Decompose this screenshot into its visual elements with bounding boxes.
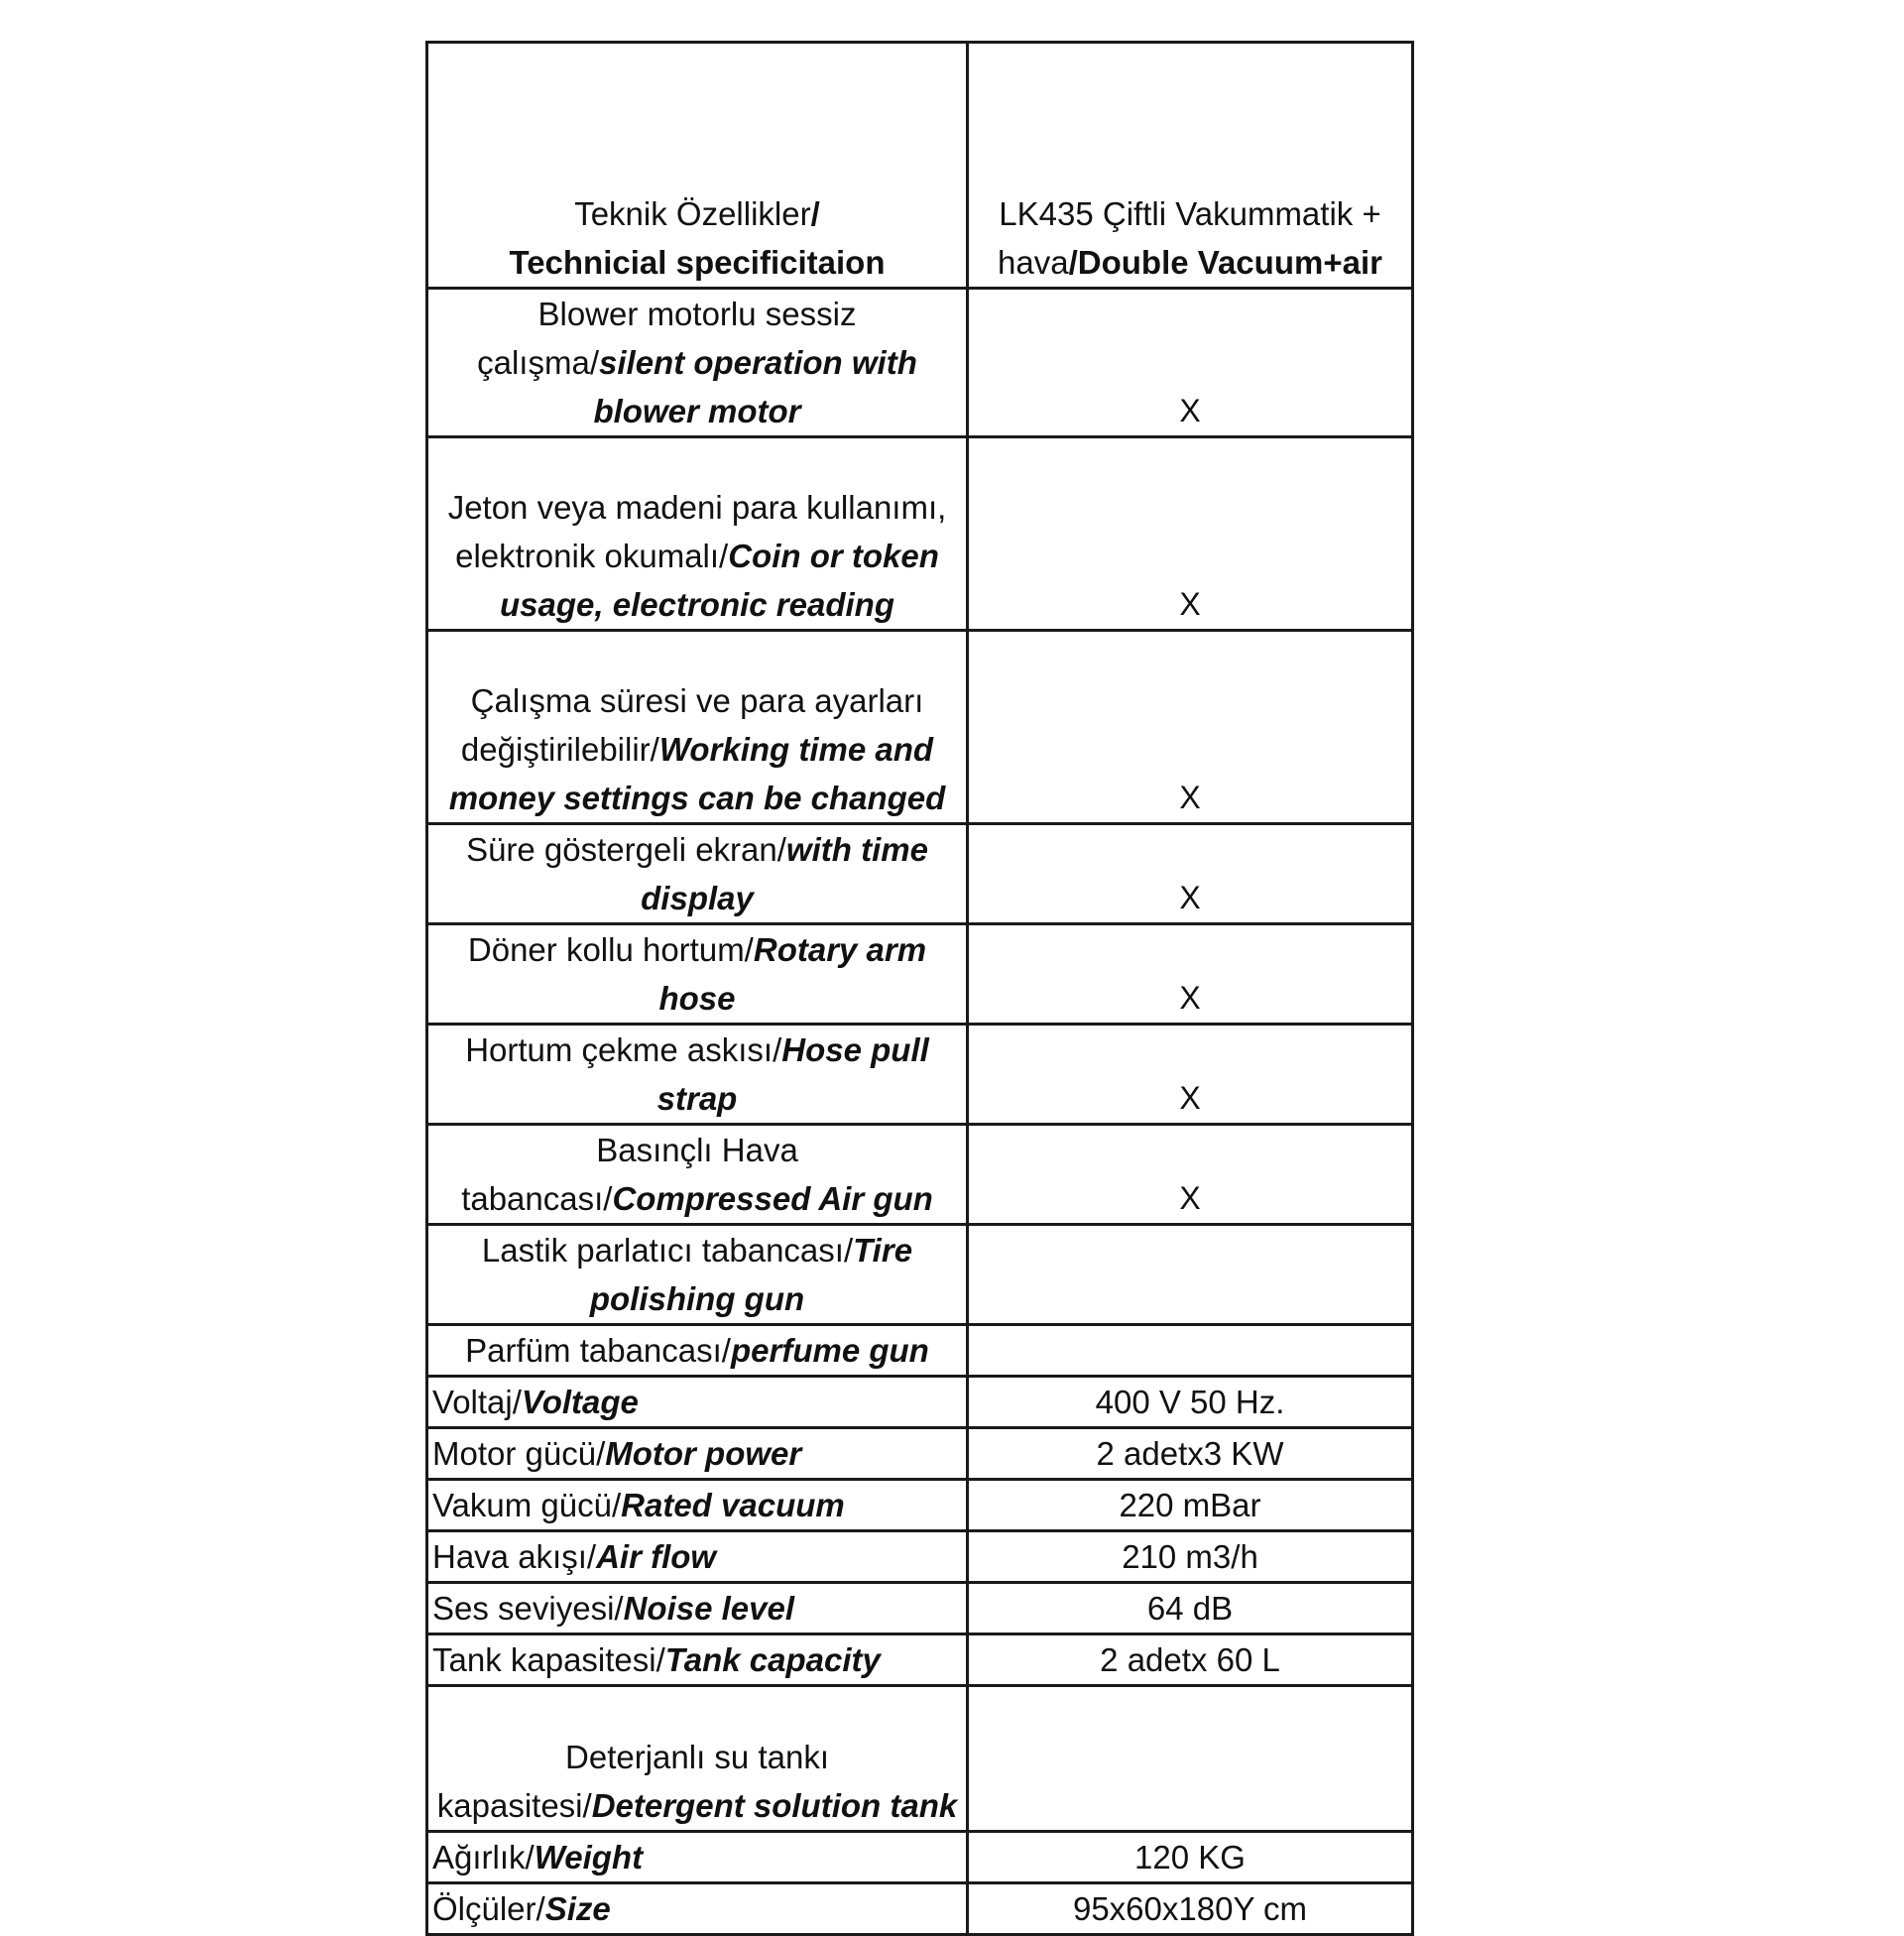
spec-label: Süre göstergeli ekran/with time display — [427, 824, 968, 924]
spec-label: Parfüm tabancası/perfume gun — [427, 1325, 968, 1377]
spec-table — [425, 41, 1414, 1936]
spec-label: Voltaj/Voltage — [427, 1377, 968, 1428]
spec-row — [427, 1832, 1413, 1883]
spec-row — [427, 1325, 1413, 1377]
spec-row — [427, 1428, 1413, 1480]
header-label-tr: Teknik Özellikler — [574, 195, 811, 232]
spec-label: Çalışma süresi ve para ayarları değiştirilebilir/Working time and money settings can be changed — [427, 631, 968, 824]
spec-value: 220 mBar — [968, 1480, 1413, 1531]
spec-value: 120 KG — [968, 1832, 1413, 1883]
spec-value: 2 adetx 60 L — [968, 1634, 1413, 1686]
spec-value: X — [968, 924, 1413, 1025]
spec-row — [427, 1883, 1413, 1935]
spec-value: X — [968, 1025, 1413, 1125]
spec-value: X — [968, 824, 1413, 924]
header-model-cell — [968, 43, 1413, 289]
spec-label: Motor gücü/Motor power — [427, 1428, 968, 1480]
spec-label: Vakum gücü/Rated vacuum — [427, 1480, 968, 1531]
spec-label: Döner kollu hortum/Rotary arm hose — [427, 924, 968, 1025]
spec-row — [427, 1025, 1413, 1125]
spec-label: Hortum çekme askısı/Hose pull strap — [427, 1025, 968, 1125]
spec-row — [427, 1634, 1413, 1686]
spec-value: X — [968, 289, 1413, 437]
spec-row — [427, 1583, 1413, 1634]
spec-label: Hava akışı/Air flow — [427, 1531, 968, 1583]
spec-value: X — [968, 631, 1413, 824]
spec-row — [427, 924, 1413, 1025]
spec-label: Blower motorlu sessiz çalışma/silent operation with blower motor — [427, 289, 968, 437]
spec-value: 400 V 50 Hz. — [968, 1377, 1413, 1428]
spec-label: Ağırlık/Weight — [427, 1832, 968, 1883]
spec-row — [427, 1531, 1413, 1583]
spec-value: X — [968, 1125, 1413, 1225]
spec-label: Lastik parlatıcı tabancası/Tire polishing gun — [427, 1225, 968, 1325]
spec-row — [427, 824, 1413, 924]
spec-label: Deterjanlı su tankı kapasitesi/Detergent solution tank — [427, 1686, 968, 1832]
header-label-en: Technicial specificitaion — [509, 244, 886, 281]
spec-row — [427, 1480, 1413, 1531]
spec-value: 2 adetx3 KW — [968, 1428, 1413, 1480]
spec-label: Basınçlı Hava tabancası/Compressed Air gun — [427, 1125, 968, 1225]
spec-row — [427, 1377, 1413, 1428]
spec-label: Jeton veya madeni para kullanımı, elektronik okumalı/Coin or token usage, electronic reading — [427, 437, 968, 631]
spec-row — [427, 1125, 1413, 1225]
spec-row — [427, 631, 1413, 824]
spec-value: X — [968, 437, 1413, 631]
header-row — [427, 43, 1413, 289]
spec-row — [427, 437, 1413, 631]
spec-row — [427, 289, 1413, 437]
header-label-cell: Teknik Özellikler/ Technicial specificitaion — [427, 43, 968, 289]
spec-value: 64 dB — [968, 1583, 1413, 1634]
spec-value — [968, 1225, 1413, 1325]
header-model-tr: LK435 Çiftli Vakummatik + hava — [998, 195, 1381, 281]
spec-value — [968, 1686, 1413, 1832]
spec-value: 210 m3/h — [968, 1531, 1413, 1583]
spec-value — [968, 1325, 1413, 1377]
spec-row — [427, 1225, 1413, 1325]
spec-value: 95x60x180Y cm — [968, 1883, 1413, 1935]
spec-label: Ses seviyesi/Noise level — [427, 1583, 968, 1634]
spec-label: Ölçüler/Size — [427, 1883, 968, 1935]
header-model-en: /Double Vacuum+air — [1068, 244, 1382, 281]
spec-row — [427, 1686, 1413, 1832]
spec-label: Tank kapasitesi/Tank capacity — [427, 1634, 968, 1686]
